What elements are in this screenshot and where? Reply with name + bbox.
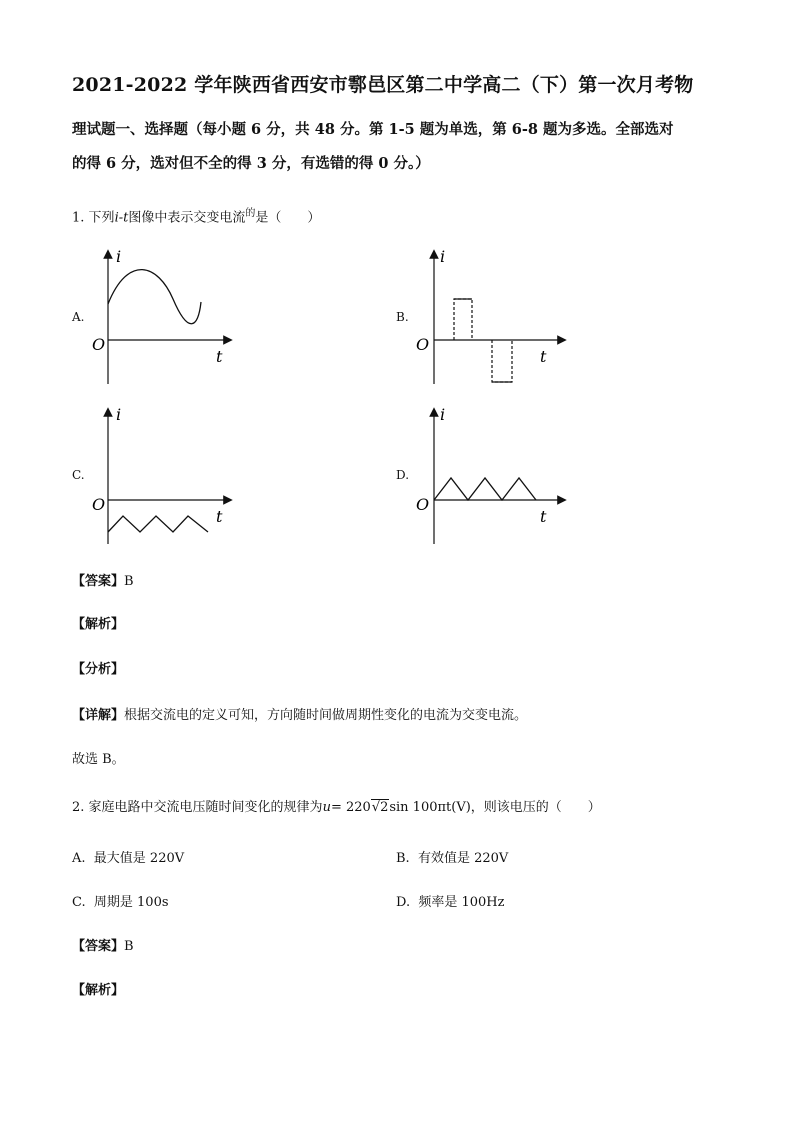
option-text: 最大值是 220V (93, 851, 185, 866)
answer-value: B (124, 574, 134, 589)
axis-label-i: i (440, 405, 446, 424)
negative-pulse (492, 340, 512, 382)
q1-answer (72, 570, 134, 589)
question-text: 下列 (88, 210, 115, 226)
formula-sqrt: √2 (371, 800, 389, 815)
superscript-text: 的 (245, 208, 256, 219)
option-label: D. (396, 895, 411, 910)
formula-eq: = 220 (330, 800, 371, 815)
q2-option-c (72, 891, 169, 910)
question-number: 1. (72, 210, 85, 226)
answer-tag: 【答案】 (72, 939, 125, 954)
variable-it: i-t (114, 210, 129, 226)
origin-label: O (92, 495, 106, 514)
origin-label: O (416, 335, 430, 354)
q1-analysis-tag: 【解析】 (72, 617, 125, 632)
option-label: C. (72, 895, 86, 910)
formula-u: u (322, 800, 331, 815)
origin-label: O (92, 335, 106, 354)
detail-tag: 【详解】 (72, 708, 125, 723)
q2-analysis-tag: 【解析】 (72, 983, 125, 998)
question-text: ，则该电压的（ ） (470, 800, 601, 815)
triangle-wave (108, 516, 208, 532)
q1-fenxi-tag: 【分析】 (72, 662, 125, 677)
title-line-1: 2021-2022 学年陕西省西安市鄠邑区第二中学高二（下）第一次月考物 (72, 74, 694, 96)
sine-curve (108, 270, 201, 324)
axis-label-t: t (216, 347, 223, 366)
q2-answer (72, 935, 134, 954)
answer-tag: 【答案】 (72, 574, 125, 589)
detail-text: 根据交流电的定义可知，方向随时间做周期性变化的电流为交变电流。 (124, 708, 528, 723)
q2-option-a (72, 847, 184, 866)
option-b-label: B. (396, 310, 409, 324)
axis-label-t: t (540, 347, 547, 366)
option-text: 有效值是 220V (417, 851, 509, 866)
origin-label: O (416, 495, 430, 514)
option-d-label: D. (396, 468, 410, 482)
axis-label-i: i (440, 247, 446, 266)
question-2-stem (72, 796, 601, 815)
question-text: 图像中表示交变电流 (128, 210, 246, 226)
option-text: 频率是 100Hz (418, 895, 505, 910)
question-text: 是（ ） (255, 210, 321, 226)
title-line-3: 的得 6 分，选对但不全的得 3 分，有选错的得 0 分。） (72, 155, 430, 172)
q1-conclusion: 故选 B。 (72, 752, 125, 767)
q1-detail (72, 704, 527, 723)
graph-b (412, 244, 572, 394)
formula-rest: sin 100πt(V) (389, 800, 471, 815)
triangle-wave (434, 478, 536, 500)
question-text: 家庭电路中交流电压随时间变化的规律为 (88, 800, 323, 815)
graph-d (412, 404, 572, 554)
option-label: A. (72, 851, 86, 866)
option-text: 周期是 100s (93, 895, 169, 910)
answer-value: B (124, 939, 134, 954)
option-label: B. (396, 851, 410, 866)
graph-c (88, 404, 238, 554)
option-c-label: C. (72, 468, 85, 482)
axis-label-i: i (116, 405, 122, 424)
q2-option-b (396, 847, 508, 866)
graph-a (88, 244, 238, 394)
axis-label-t: t (216, 507, 223, 526)
q2-option-d (396, 891, 505, 910)
positive-pulse (454, 299, 472, 340)
option-a-label: A. (72, 310, 85, 324)
question-1-stem (72, 204, 320, 225)
title-line-2: 理试题一、选择题（每小题 6 分，共 48 分。第 1-5 题为单选，第 6-8 题为多选。全部选对 (72, 121, 674, 138)
axis-label-i: i (116, 247, 122, 266)
axis-label-t: t (540, 507, 547, 526)
question-number: 2. (72, 800, 85, 815)
